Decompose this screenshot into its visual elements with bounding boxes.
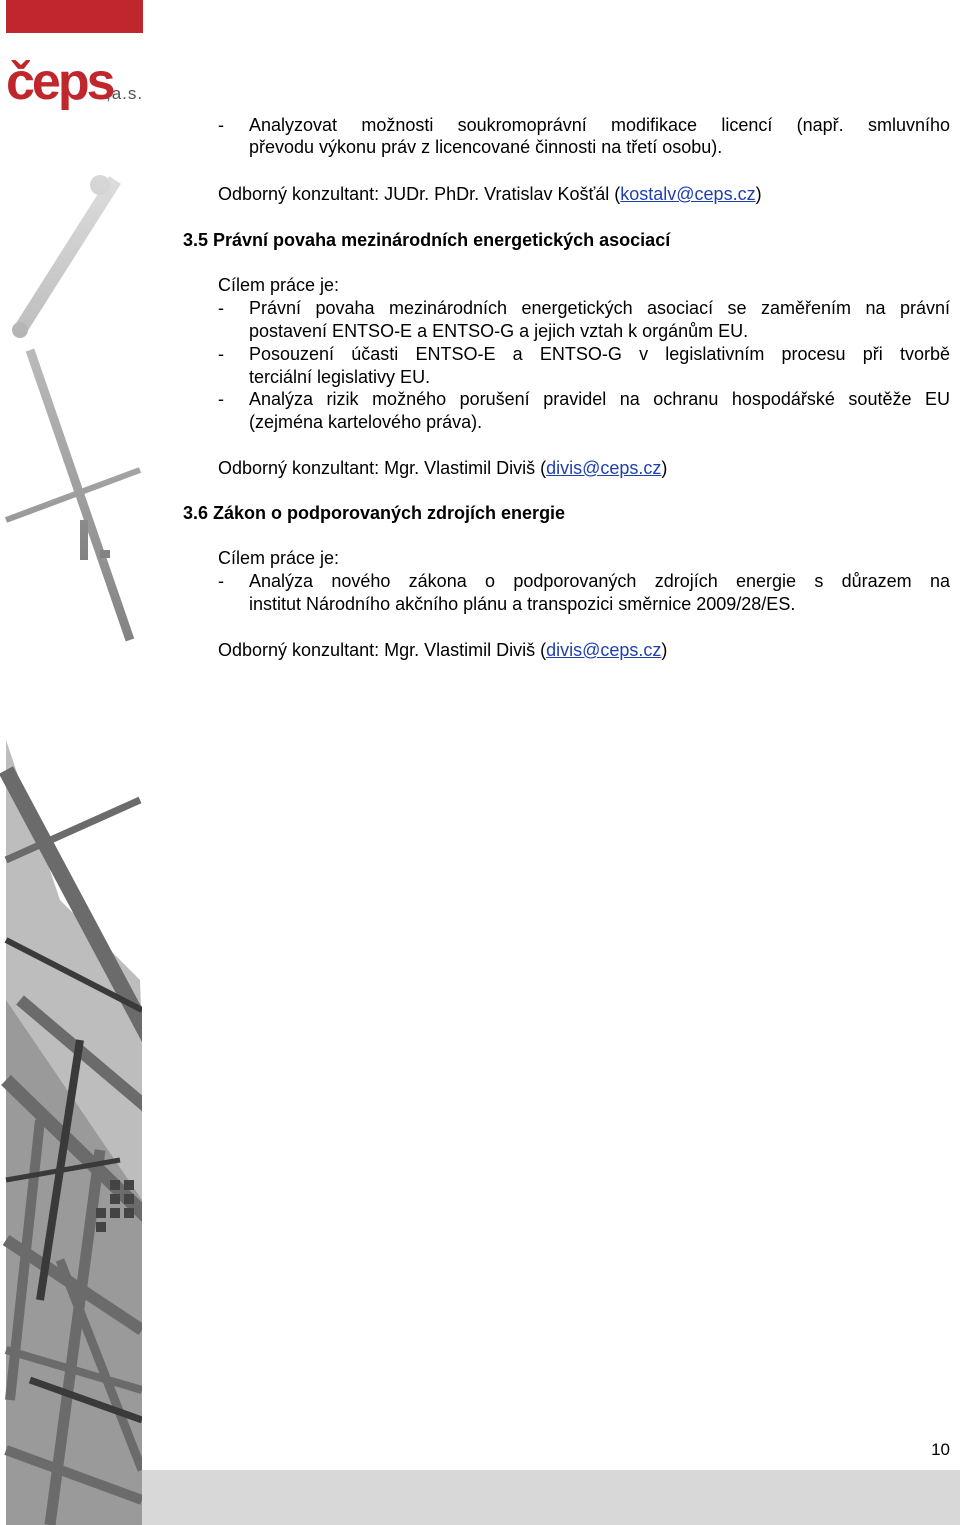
logo-suffix: ,a.s. (106, 84, 144, 103)
s35-bullet-1: - Právní povaha mezinárodních energetických asociací se zaměřením na právní (218, 298, 950, 318)
section-3-6-goal: Cílem práce je: (218, 548, 340, 568)
intro-bullet-line1: Analyzovat možnosti soukromoprávní modifikace licencí (např. smluvního (249, 115, 950, 135)
s35-bullet-1-line2: postavení ENTSO-E a ENTSO-G a jejich vztah k orgánům EU. (249, 321, 749, 341)
consultant-1-email-link[interactable]: kostalv@ceps.cz (620, 184, 756, 204)
s36-bullet-1-line2: institut Národního akčního plánu a transpozici směrnice 2009/28/ES. (249, 594, 796, 614)
section-3-5-goal: Cílem práce je: (218, 275, 340, 295)
consultant-1: Odborný konzultant: JUDr. PhDr. Vratislav Košťál (kostalv@ceps.cz) (218, 184, 762, 204)
page-number: 10 (931, 1440, 950, 1459)
consultant-3-email-link[interactable]: divis@ceps.cz (546, 640, 662, 660)
consultant-3: Odborný konzultant: Mgr. Vlastimil Diviš (divis@ceps.cz) (218, 640, 668, 660)
intro-bullet-line2: převodu výkonu práv z licencované činnosti na třetí osobu). (249, 137, 723, 157)
s36-bullet-1: - Analýza nového zákona o podporovaných zdrojích energie s důrazem na (218, 571, 950, 591)
s35-bullet-3: - Analýza rizik možného porušení pravidel na ochranu hospodářské soutěže EU (218, 389, 950, 409)
s35-bullet-3-line2: (zejména kartelového práva). (249, 412, 483, 432)
logo-wordmark: čeps (6, 53, 113, 111)
footer-bar (142, 1470, 960, 1525)
ceps-logo (6, 53, 146, 113)
consultant-2: Odborný konzultant: Mgr. Vlastimil Diviš (divis@ceps.cz) (218, 458, 668, 478)
section-3-6-heading: 3.6 Zákon o podporovaných zdrojích energie (183, 503, 566, 523)
s35-bullet-2: - Posouzení účasti ENTSO-E a ENTSO-G v legislativním procesu při tvorbě (218, 344, 950, 364)
intro-bullet: - Analyzovat možnosti soukromoprávní modifikace licencí (např. smluvního (218, 115, 950, 135)
section-3-5-heading: 3.5 Právní povaha mezinárodních energetických asociací (183, 230, 671, 250)
s35-bullet-2-line2: terciální legislativy EU. (249, 367, 431, 387)
consultant-2-email-link[interactable]: divis@ceps.cz (546, 458, 662, 478)
header-red-block (6, 0, 143, 33)
